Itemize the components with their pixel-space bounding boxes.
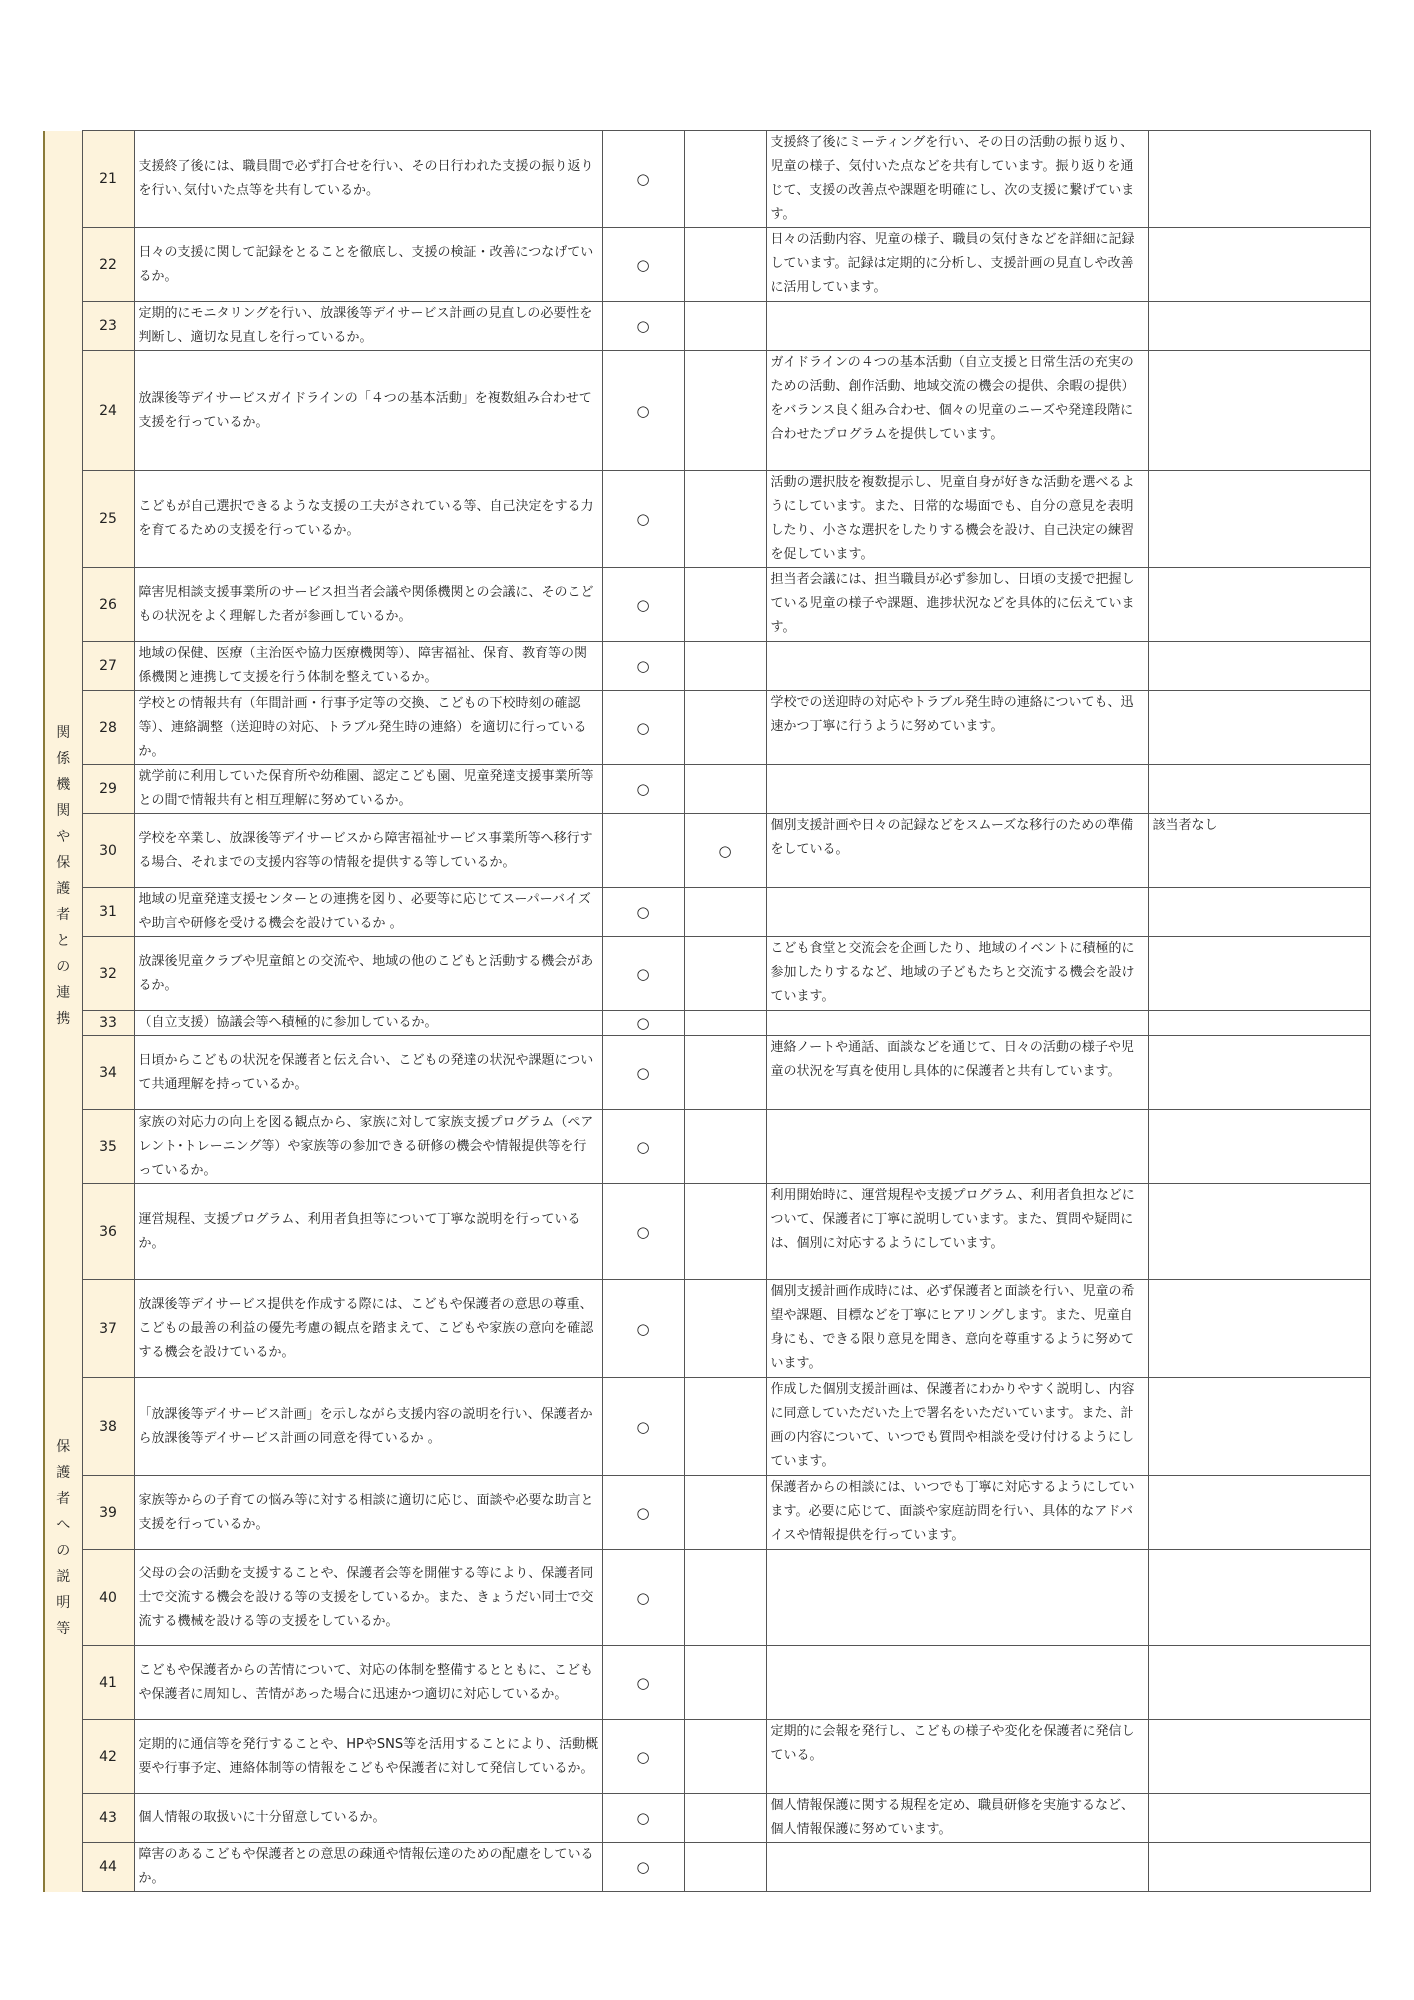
table-row: [44, 765, 1370, 814]
other-note: [1148, 1646, 1370, 1720]
no-mark: [684, 1646, 766, 1720]
no-mark: [684, 1036, 766, 1110]
yes-mark: ○: [602, 1011, 684, 1036]
no-mark: [684, 1011, 766, 1036]
question-text: （自立支援）協議会等へ積極的に参加しているか。: [134, 1011, 602, 1036]
yes-mark: ○: [602, 351, 684, 471]
question-text: 学校を卒業し、放課後等デイサービスから障害福祉サービス事業所等へ移行する場合、それまでの支援内容等の情報を提供する等しているか。: [134, 814, 602, 888]
row-number: 42: [82, 1720, 134, 1794]
yes-mark: ○: [602, 1110, 684, 1184]
row-number: 28: [82, 691, 134, 765]
question-text: こどもや保護者からの苦情について、対応の体制を整備するとともに、こどもや保護者に周知し、苦情があった場合に迅速かつ適切に対応しているか。: [134, 1646, 602, 1720]
table-row: [44, 1036, 1370, 1110]
row-number: 31: [82, 888, 134, 937]
question-text: 家族等からの子育ての悩み等に対する相談に適切に応じ、面談や必要な助言と支援を行っているか。: [134, 1476, 602, 1550]
no-mark: [684, 1550, 766, 1646]
no-mark: [684, 937, 766, 1011]
yes-mark: [602, 814, 684, 888]
table-row: [44, 888, 1370, 937]
row-number: 32: [82, 937, 134, 1011]
row-number: 33: [82, 1011, 134, 1036]
comment-text: [766, 1646, 1148, 1720]
row-number: 35: [82, 1110, 134, 1184]
question-text: 就学前に利用していた保育所や幼稚園、認定こども園、児童発達支援事業所等との間で情報共有と相互理解に努めているか。: [134, 765, 602, 814]
no-mark: [684, 1720, 766, 1794]
other-note: [1148, 937, 1370, 1011]
no-mark: [684, 642, 766, 691]
question-text: 個人情報の取扱いに十分留意しているか。: [134, 1794, 602, 1843]
no-mark: [684, 471, 766, 568]
yes-mark: ○: [602, 1184, 684, 1280]
other-note: [1148, 1184, 1370, 1280]
yes-mark: ○: [602, 131, 684, 228]
yes-mark: ○: [602, 1550, 684, 1646]
no-mark: [684, 1843, 766, 1892]
yes-mark: ○: [602, 568, 684, 642]
table-row: [44, 568, 1370, 642]
table-row: [44, 351, 1370, 471]
other-note: [1148, 351, 1370, 471]
table-row: [44, 1843, 1370, 1892]
yes-mark: ○: [602, 1843, 684, 1892]
question-text: 運営規程、支援プログラム、利用者負担等について丁寧な説明を行っているか。: [134, 1184, 602, 1280]
question-text: 支援終了後には、職員間で必ず打合せを行い、その日行われた支援の振り返りを行い､気付いた点等を共有しているか。: [134, 131, 602, 228]
no-mark: [684, 351, 766, 471]
question-text: 障害児相談支援事業所のサービス担当者会議や関係機関との会議に、そのこどもの状況をよく理解した者が参画しているか。: [134, 568, 602, 642]
other-note: [1148, 642, 1370, 691]
row-number: 27: [82, 642, 134, 691]
table-row: [44, 228, 1370, 302]
table-row: [44, 1011, 1370, 1036]
table-row: [44, 937, 1370, 1011]
comment-text: 学校での送迎時の対応やトラブル発生時の連絡についても、迅速かつ丁寧に行うように努めています。: [766, 691, 1148, 765]
other-note: [1148, 1476, 1370, 1550]
other-note: 該当者なし: [1148, 814, 1370, 888]
question-text: 父母の会の活動を支援することや、保護者会等を開催する等により、保護者同士で交流する機会を設ける等の支援をしているか。また、きょうだい同士で交流する機械を設ける等の支援をしているか。: [134, 1550, 602, 1646]
yes-mark: ○: [602, 888, 684, 937]
other-note: [1148, 1110, 1370, 1184]
other-note: [1148, 888, 1370, 937]
question-text: 放課後等デイサービス提供を作成する際には、こどもや保護者の意思の尊重、こどもの最善の利益の優先考慮の観点を踏まえて、こどもや家族の意向を確認する機会を設けているか。: [134, 1280, 602, 1378]
comment-text: 日々の活動内容、児童の様子、職員の気付きなどを詳細に記録しています。記録は定期的に分析し、支援計画の見直しや改善に活用しています。: [766, 228, 1148, 302]
row-number: 37: [82, 1280, 134, 1378]
comment-text: 定期的に会報を発行し、こどもの様子や変化を保護者に発信している。: [766, 1720, 1148, 1794]
question-text: 放課後児童クラブや児童館との交流や、地域の他のこどもと活動する機会があるか。: [134, 937, 602, 1011]
question-text: 放課後等デイサービスガイドラインの「４つの基本活動」を複数組み合わせて支援を行っているか。: [134, 351, 602, 471]
question-text: 「放課後等デイサービス計画」を示しながら支援内容の説明を行い、保護者から放課後等デイサービス計画の同意を得ているか 。: [134, 1378, 602, 1476]
row-number: 21: [82, 131, 134, 228]
table-row: [44, 1720, 1370, 1794]
row-number: 41: [82, 1646, 134, 1720]
question-text: 日々の支援に関して記録をとることを徹底し、支援の検証・改善につなげているか。: [134, 228, 602, 302]
no-mark: [684, 131, 766, 228]
table-row: [44, 1550, 1370, 1646]
row-number: 43: [82, 1794, 134, 1843]
comment-text: [766, 765, 1148, 814]
question-text: 地域の児童発達支援センターとの連携を図り、必要等に応じてスーパーバイズや助言や研修を受ける機会を設けているか 。: [134, 888, 602, 937]
other-note: [1148, 1794, 1370, 1843]
yes-mark: ○: [602, 302, 684, 351]
no-mark: [684, 302, 766, 351]
no-mark: [684, 765, 766, 814]
comment-text: [766, 1110, 1148, 1184]
comment-text: [766, 1843, 1148, 1892]
row-number: 30: [82, 814, 134, 888]
no-mark: [684, 228, 766, 302]
yes-mark: ○: [602, 765, 684, 814]
no-mark: [684, 1794, 766, 1843]
row-number: 24: [82, 351, 134, 471]
question-text: 日頃からこどもの状況を保護者と伝え合い、こどもの発達の状況や課題について共通理解を持っているか。: [134, 1036, 602, 1110]
question-text: 学校との情報共有（年間計画・行事予定等の交換、こどもの下校時刻の確認等）、連絡調整（送迎時の対応、トラブル発生時の連絡）を適切に行っているか。: [134, 691, 602, 765]
other-note: [1148, 1720, 1370, 1794]
table-row: [44, 814, 1370, 888]
other-note: [1148, 302, 1370, 351]
comment-text: [766, 302, 1148, 351]
question-text: 障害のあるこどもや保護者との意思の疎通や情報伝達のための配慮をしているか。: [134, 1843, 602, 1892]
no-mark: [684, 1378, 766, 1476]
no-mark: [684, 1280, 766, 1378]
other-note: [1148, 691, 1370, 765]
no-mark: [684, 1110, 766, 1184]
row-number: 38: [82, 1378, 134, 1476]
comment-text: 連絡ノートや通話、面談などを通じて、日々の活動の様子や児童の状況を写真を使用し具体的に保護者と共有しています。: [766, 1036, 1148, 1110]
yes-mark: ○: [602, 1476, 684, 1550]
other-note: [1148, 568, 1370, 642]
row-number: 22: [82, 228, 134, 302]
category-text: 保護者への説明等: [56, 1438, 71, 1637]
table-row: [44, 691, 1370, 765]
table-row: [44, 1280, 1370, 1378]
other-note: [1148, 1843, 1370, 1892]
question-text: 地域の保健、医療（主治医や協力医療機関等）、障害福祉、保育、教育等の関係機関と連携して支援を行う体制を整えているか。: [134, 642, 602, 691]
other-note: [1148, 1280, 1370, 1378]
no-mark: [684, 691, 766, 765]
yes-mark: ○: [602, 642, 684, 691]
comment-text: 個人情報保護に関する規程を定め、職員研修を実施するなど、個人情報保護に努めています。: [766, 1794, 1148, 1843]
other-note: [1148, 228, 1370, 302]
comment-text: ガイドラインの４つの基本活動（自立支援と日常生活の充実のための活動、創作活動、地域交流の機会の提供、余暇の提供）をバランス良く組み合わせ、個々の児童のニーズや発達段階に合わせたプログラムを提供しています。: [766, 351, 1148, 471]
row-number: 44: [82, 1843, 134, 1892]
question-text: こどもが自己選択できるような支援の工夫がされている等、自己決定をする力を育てるための支援を行っているか。: [134, 471, 602, 568]
yes-mark: ○: [602, 471, 684, 568]
table-row: [44, 131, 1370, 228]
other-note: [1148, 1550, 1370, 1646]
question-text: 家族の対応力の向上を図る観点から、家族に対して家族支援プログラム（ペアレント･トレーニング等）や家族等の参加できる研修の機会や情報提供等を行っているか。: [134, 1110, 602, 1184]
row-number: 34: [82, 1036, 134, 1110]
comment-text: 個別支援計画や日々の記録などをスムーズな移行のための準備をしている。: [766, 814, 1148, 888]
question-text: 定期的にモニタリングを行い、放課後等デイサービス計画の見直しの必要性を判断し、適切な見直しを行っているか。: [134, 302, 602, 351]
yes-mark: ○: [602, 1720, 684, 1794]
table-row: [44, 1476, 1370, 1550]
other-note: [1148, 1378, 1370, 1476]
question-text: 定期的に通信等を発行することや、HPやSNS等を活用することにより、活動概要や行事予定、連絡体制等の情報をこどもや保護者に対して発信しているか。: [134, 1720, 602, 1794]
comment-text: [766, 642, 1148, 691]
other-note: [1148, 1036, 1370, 1110]
no-mark: [684, 888, 766, 937]
row-number: 26: [82, 568, 134, 642]
comment-text: 担当者会議には、担当職員が必ず参加し、日頃の支援で把握している児童の様子や課題、進捗状況などを具体的に伝えています。: [766, 568, 1148, 642]
no-mark: [684, 1476, 766, 1550]
comment-text: [766, 888, 1148, 937]
category-text: 関係機関や保護者との連携: [56, 724, 71, 1027]
yes-mark: ○: [602, 1036, 684, 1110]
table-row: [44, 642, 1370, 691]
table-row: [44, 302, 1370, 351]
no-mark: [684, 568, 766, 642]
comment-text: こども食堂と交流会を企画したり、地域のイベントに積極的に参加したりするなど、地域の子どもたちと交流する機会を設けています。: [766, 937, 1148, 1011]
row-number: 25: [82, 471, 134, 568]
comment-text: 保護者からの相談には、いつでも丁寧に対応するようにしています。必要に応じて、面談や家庭訪問を行い、具体的なアドバイスや情報提供を行っています。: [766, 1476, 1148, 1550]
row-number: 23: [82, 302, 134, 351]
yes-mark: ○: [602, 228, 684, 302]
table-row: [44, 1646, 1370, 1720]
row-number: 39: [82, 1476, 134, 1550]
yes-mark: ○: [602, 1378, 684, 1476]
table-row: [44, 471, 1370, 568]
table-row: [44, 1110, 1370, 1184]
table-row: [44, 1794, 1370, 1843]
no-mark: [684, 1184, 766, 1280]
table-row: [44, 1184, 1370, 1280]
comment-text: 個別支援計画作成時には、必ず保護者と面談を行い、児童の希望や課題、目標などを丁寧にヒアリングします。また、児童自身にも、できる限り意見を聞き、意向を尊重するように努めています。: [766, 1280, 1148, 1378]
yes-mark: ○: [602, 691, 684, 765]
other-note: [1148, 765, 1370, 814]
comment-text: 活動の選択肢を複数提示し、児童自身が好きな活動を選べるようにしています。また、日常的な場面でも、自分の意見を表明したり、小さな選択をしたりする機会を設け、自己決定の練習を促しています。: [766, 471, 1148, 568]
evaluation-table: [43, 130, 1371, 1892]
yes-mark: ○: [602, 1646, 684, 1720]
category-label: [44, 131, 82, 568]
comment-text: 作成した個別支援計画は、保護者にわかりやすく説明し、内容に同意していただいた上で署名をいただいています。また、計画の内容について、いつでも質問や相談を受け付けるようにしています。: [766, 1378, 1148, 1476]
category-label: [44, 568, 82, 1184]
row-number: 40: [82, 1550, 134, 1646]
other-note: [1148, 471, 1370, 568]
yes-mark: ○: [602, 937, 684, 1011]
category-label: [44, 1184, 82, 1892]
row-number: 36: [82, 1184, 134, 1280]
comment-text: 利用開始時に、運営規程や支援プログラム、利用者負担などについて、保護者に丁寧に説明しています。また、質問や疑問には、個別に対応するようにしています。: [766, 1184, 1148, 1280]
other-note: [1148, 131, 1370, 228]
table-row: [44, 1378, 1370, 1476]
other-note: [1148, 1011, 1370, 1036]
row-number: 29: [82, 765, 134, 814]
comment-text: 支援終了後にミーティングを行い、その日の活動の振り返り、児童の様子、気付いた点などを共有しています。振り返りを通じて、支援の改善点や課題を明確にし、次の支援に繋げています。: [766, 131, 1148, 228]
comment-text: [766, 1011, 1148, 1036]
yes-mark: ○: [602, 1280, 684, 1378]
yes-mark: ○: [602, 1794, 684, 1843]
comment-text: [766, 1550, 1148, 1646]
no-mark: ○: [684, 814, 766, 888]
